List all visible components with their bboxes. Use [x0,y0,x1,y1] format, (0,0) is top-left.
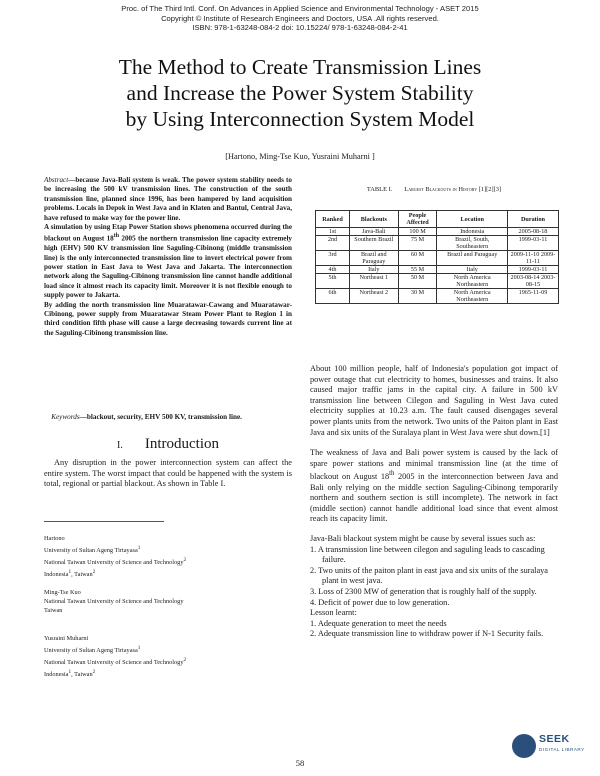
title-line-2: and Increase the Power System Stability [126,81,474,105]
table-row [316,228,559,236]
table-cell: 50 M [398,274,437,289]
abstract-paragraph-3: By adding the north transmission line Muaratawar-Cawang and Muaratawar-Cibinong, power supply from Muaratawar Steam Power Plant to Region 1 in third condition fifth phase will cause a large decreasing towards current line at the Saguling-Cibinong transmission line. [44,300,292,337]
table-cell: Brazil and Paraguay [437,251,507,266]
affiliation-3 [44,635,294,679]
affiliation-line: National Taiwan University of Science and Technology$^2$ [44,656,187,666]
affiliation-country: Indonesia [44,670,69,678]
table-cell: 4th [316,266,350,274]
affiliation-line: Indonesia$^1$, Taiwan$^2$ [44,668,96,678]
affiliation-org: University of Sultan Ageng Tirtayasa [44,546,138,554]
table-row [316,251,559,266]
table-row [316,274,559,289]
table-cell: Indonesia [437,228,507,236]
affiliation-2 [44,589,294,615]
list-item: 3. Loss of 2300 MW of generation that is roughly half of the supply. [310,586,537,596]
table-title: Largest Blackouts in History [1][2][3] [404,186,502,193]
table-cell: Southern Brazil [350,236,399,251]
affiliation-org: University of Sultan Ageng Tirtayasa [44,646,138,654]
affiliation-1 [44,535,294,579]
table-row [316,289,559,304]
list-item: 1. A transmission line between cilegon and saguling leads to cascading failure. [310,544,545,565]
affiliation-org: National Taiwan University of Science and Technology [44,597,184,605]
footnote-divider [44,521,164,522]
keywords-text: blackout, security, EHV 500 KV, transmission line. [86,413,242,421]
title-line-3: by Using Interconnection System Model [125,107,475,131]
list-item: 1. Adequate generation to meet the needs [310,618,447,628]
list-item: 2. Two units of the paiton plant in east java and six units of the suralaya plant in west java. [310,565,548,586]
abstract-text-2a: A simulation by using Etap Power Station shows phenomena occurred during the blackout on August 18 [44,223,292,243]
table-cell: 2nd [316,236,350,251]
col2-sup: th [389,470,395,478]
section-title: Introduction [144,436,219,452]
table-cell: Italy [437,266,507,274]
affiliation-org: National Taiwan University of Science and Technology [44,658,184,666]
abstract-text-2b: 2005 the northern transmission line capacity extremely high (EHV) 500 KV transmission line Saguling-Cibinong (middle transmission line) is the only interconnected transmission line to invert electrical power from power station in East Java to West Java and Jakarta. The interconnection network along the Saguling-Cibinong transmission line cannot handle additional load since it almost reach its capacity limit. Moreover it is not flexible enough to supply power to Jakarta. [44,234,292,300]
table-cell: 6th [316,289,350,304]
table-cell: 30 M [398,289,437,304]
table-header-cell: People Affected [398,211,437,228]
logo-name: SEEK [539,733,570,745]
col2-paragraph-1: About 100 million people, half of Indonesia's population got impact of power outage that cut electricity to homes, businesses and trains. It also caused major traffic jams in the capital city. A failure in 500 kV transmission line between Cilegon and Saguling in West Java cuted electricity supplies at 10.23 a.m. The fault caused disengages several power plants units from the network. Two units of the Paiton plant in East Java and six units of the Suralaya plant in West Java were shut down.[1] [310,364,558,437]
table-cell: 60 M [398,251,437,266]
table-header-row [316,211,559,228]
keywords: Keywords—blackout, security, EHV 500 KV, transmission line. [51,413,242,421]
affiliation-country: Taiwan [44,606,63,614]
table-cell: 5th [316,274,350,289]
table-header-cell: Ranked [316,211,350,228]
logo-subtitle: DIGITAL LIBRARY [539,747,585,752]
intro-text [44,458,292,490]
table-cell: 1999-03-11 [507,236,558,251]
affiliation-line: University of Sultan Ageng Tirtayasa$^1$ [44,644,141,654]
affiliation-org: National Taiwan University of Science and Technology [44,558,184,566]
table-cell: 2009-11-10 2009-11-11 [507,251,558,266]
col2-text-2a: The weakness of Java and Bali power system is caused by the lack of spare power stations and minimal transmission line (at the time of blackout on August 18 [310,448,558,481]
table-cell: 1st [316,228,350,236]
affiliation-country: Taiwan [74,670,93,678]
blackouts-table [315,210,559,304]
table-header-cell: Blackouts [350,211,399,228]
table-cell: Northeast 2 [350,289,399,304]
table-header-cell: Duration [507,211,558,228]
abstract [44,176,292,338]
page-number: 58 [295,758,305,768]
table-cell: North America Northeastern [437,274,507,289]
abstract-label: Abstract [44,176,69,184]
header-line-1: Proc. of The Third Intl. Conf. On Advances in Applied Science and Environmental Technology - ASET 2015 [121,4,479,13]
lessons-label: Lesson learnt: [310,608,357,618]
table-header-cell: Location [437,211,507,228]
col2-text-2b: 2005 in the interconnection between Java and Bali only relying on the middle section Saguling-Cibinong temporarily northern and southern section is still incomplete). The network in fact (middle section) cannot handle additional load since that event almost reach its capacity limit. [310,471,559,524]
table-cell: 1965-11-09 [507,289,558,304]
affiliation-line: University of Sultan Ageng Tirtayasa$^1$ [44,544,141,554]
table-cell: 2005-08-18 [507,228,558,236]
affiliation-line: Indonesia$^1$, Taiwan$^2$ [44,568,96,578]
table-cell: 3rd [316,251,350,266]
abstract-sup: th [113,233,120,240]
title-line-1: The Method to Create Transmission Lines [118,55,482,79]
table-cell: 55 M [398,266,437,274]
table-number: TABLE I. [366,186,393,193]
header-line-3: ISBN: 978-1-63248-084-2 doi: 10.15224/ 978-1-63248-084-2-41 [192,23,408,33]
table-row [316,266,559,274]
section-number: I. [117,440,123,451]
section-heading [44,436,292,453]
abstract-text-1: because Java-Bali system is weak. The power system stability needs to be increasing the 500 kV transmission lines. The construction of the south transmission line, planned since 1996, has been hampered by land acquisition problems. Locals in Depok in West Java and in Klaten and Bantul, Central Java, have refused to make way for the power line. [44,176,292,222]
list-item: 4. Deficit of power due to low generation. [310,597,450,607]
conference-header [0,4,600,33]
affiliation-author: Yusraini Muharni [44,635,89,642]
table-cell: Northeast 1 [350,274,399,289]
keywords-label: Keywords [51,413,80,421]
seek-logo [512,730,592,770]
paper-title [40,54,560,132]
abstract-paragraph-1: Abstract—because Java-Bali system is weak. The power system stability needs to be increasing the 500 kV transmission lines. The construction of the south transmission line, planned since 1996, has been hampered by land acquisition problems. Locals in Depok in West Java and in Klaten and Bantul, Central Java, have refused to make way for the power line. [44,176,292,222]
table-cell: 75 M [398,236,437,251]
header-line-2: Copyright © Institute of Research Engineers and Doctors, USA .All rights reserved. [161,13,439,23]
table-caption [310,186,558,193]
table-cell: Brazil and Paraguay [350,251,399,266]
author-list: [Hartono, Ming-Tse Kuo, Yusraini Muharni ] [225,152,375,161]
table-cell: North America Northeastern [437,289,507,304]
col2-issues [310,534,558,640]
affiliation-line: National Taiwan University of Science and Technology$^2$ [44,556,187,566]
affiliation-country: Taiwan [74,570,93,578]
table-cell: 100 M [398,228,437,236]
table-row [316,236,559,251]
affiliation-author: Ming-Tse Kuo [44,589,81,596]
logo-icon [512,734,536,758]
affiliation-country: Indonesia [44,570,69,578]
col2-paragraph-2 [310,448,558,525]
table-cell: Java-Bali [350,228,399,236]
list-item: 2. Adequate transmission line to withdraw power if N-1 Security fails. [310,629,544,639]
table-cell: Brazil, South, Southeastern [437,236,507,251]
table-cell: 1999-03-11 [507,266,558,274]
abstract-paragraph-2 [44,223,292,301]
table-cell: Italy [350,266,399,274]
affiliation-author: Hartono [44,535,65,542]
intro-paragraph: Any disruption in the power interconnection system can affect the entire system. The worst impact that could be happened with the system is total, regional or partial blackout. As shown in Table I. [44,458,292,489]
table-cell: 2003-08-14 2003-08-15 [507,274,558,289]
issues-intro: Java-Bali blackout system might be cause by several issues such as: [310,534,536,543]
